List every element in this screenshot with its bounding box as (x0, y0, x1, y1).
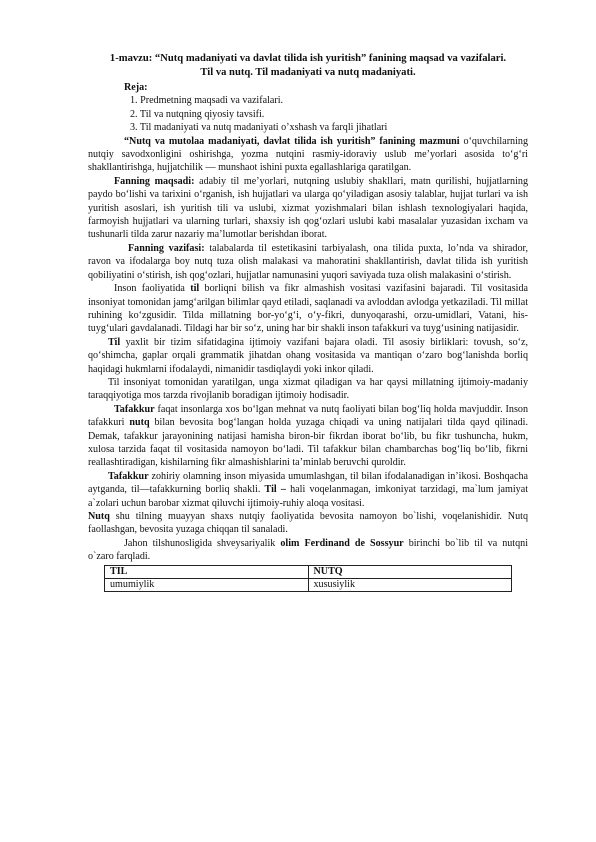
paragraph-text: Jahon tilshunosligida shveysariyalik (124, 537, 281, 549)
document-page (88, 52, 528, 592)
table-header-nutq: NUTQ (308, 565, 512, 578)
paragraph-thinking-reflection (88, 470, 528, 510)
paragraph-text: adabiy til me’yorlari, nutqning uslubiy shakllari, matn qurilishi, hujjatlarning paydo bo‘lishi va tarixini o‘rganish, ish hujjatlari va ularga qo‘yiladigan asosiy talablar, hujjat turlari va ish yuritish asoslari, ish yuritish tili va uslubi, xizmat yozishmalari bilan ishlash texnologiyalari haqida, farmoyish hujjatlari va ularning turlari, shaxsiy ish qog‘ozlari uslubi kabi masalalar yuzasidan ixcham va tushunarli tilda zarur nazariy ma’lumotlar berishdan iborat. (88, 175, 528, 241)
term-bold: til (190, 283, 200, 295)
paragraph-text: bilan bevosita bog‘langan holda yuzaga chiqadi va uning natijalari tilda qayd qilinadi. Demak, tafakkur jarayonining natijasi hamisha biron-bir fikrdan iborat bo‘lib, bu fikr tushuncha, hukm, xulosa tarzida faqat til vositasida namoyon bo‘ladi. Til tafakkur bilan chambarchas bog‘liq bo‘lib, fikrni reallashtiradigan, kishilarning fikr almashishlarini ta’minlab beruvchi quroldir. (88, 417, 528, 469)
paragraph-course-content (88, 135, 528, 175)
course-name-bold: “Nutq va mutolaa madaniyati, davlat tilida ish yuritish” fanining mazmuni (124, 135, 460, 147)
term-bold: Til – (264, 484, 286, 496)
paragraph-text: borliqni bilish va fikr almashish vositasi vazifasini bajaradi. Til vositasida insoniyat tomonidan jamg‘arilgan bilimlar qayd etiladi, saqlanadi va avloddan avlodga yetkaziladi. Til millat ruhining ko‘zgusidir. Tilda millatning bor-yo‘g‘i, o‘y-fikri, dunyoqarashi, orzu-umidlari, Vatani, his-tuyg‘ulari gavdalanadi. Tildagi har bir so‘z, uning har bir shakli inson tafakkuri va tuyg‘usining natijasidir. (88, 283, 528, 335)
table-header-til: TIL (105, 565, 309, 578)
plan-item-3: 3. Til madaniyati va nutq madaniyati o’xshash va farqli jihatlari (130, 122, 388, 134)
paragraph-text: yaxlit bir tizim sifatidagina ijtimoiy vazifani bajara oladi. Til asosiy birliklari: tovush, so‘z, qo‘shimcha, gaplar orqali grammatik jihatdan ohang vositasida va mantiqan o‘zaro bog‘lanishda borliq haqidagi hukmlarni ifodalaydi, nimanidir tasdiqlaydi yoki inkor qiladi. (88, 336, 528, 375)
title-line-2: Til va nutq. Til madaniyati va nutq madaniyati. (200, 67, 416, 78)
paragraph-text: shu tilning muayyan shaxs nutqiy faoliyatida bevosita namoyon bo`lishi, voqelanishidir. Nutq faollashgan, bevosita yuzaga chiqqan til sanaladi. (88, 511, 528, 536)
paragraph-language-role (88, 282, 528, 336)
paragraph-text: hali voqelanmagan, imkoniyat tarzidagi, ma`lum jamiyat a`zolari uchun barobar xizmat qiluvchi ijtimoiy-ruhiy aloqa vositasi. (88, 484, 529, 509)
tasks-label: Fanning vazifasi: (128, 242, 205, 254)
paragraph-language-social: Til insoniyat tomonidan yaratilgan, unga xizmat qiladigan va har qaysi millatning ijtimoiy-madaniy taraqqiyotiga mos tarzda rivojlanib boradigan ijtimoiy hodisadir. (88, 376, 528, 402)
plan-item-1: 1. Predmetning maqsadi va vazifalari. (130, 95, 284, 107)
paragraph-text: zohiriy olamning inson miyasida umumlashgan, til bilan ifodalanadigan in’ikosi. Boshqacha aytganda, til—tafakkurning borliq shakli. (88, 470, 528, 496)
til-nutq-table (104, 565, 512, 593)
paragraph-saussure (88, 537, 528, 564)
paragraph-text: faqat insonlarga xos bo‘lgan mehnat va nutq faoliyati bilan bog‘liq holda mavjuddir. Inson tafakkuri (88, 403, 528, 429)
table-cell: xususiylik (308, 579, 512, 592)
paragraph-text: o‘quvchilarning nutqiy savodxonligini oshirishga, yozma nutqini rasmiy-idoraviy uslub me’yorlari asosida to‘g‘ri shakllantirishga, hujjatchilik — munshaot ishini puxta egallashlariga qaratilgan. (88, 135, 528, 174)
table-header-row (105, 565, 512, 578)
title-line-1: 1-mavzu: “Nutq madaniyati va davlat tilida ish yuritish” fanining maqsad va vazifalari. (109, 53, 507, 64)
paragraph-thinking (88, 403, 528, 470)
scholar-name-bold: olim Ferdinand de Sossyur (280, 537, 404, 549)
term-bold: nutq (129, 417, 150, 429)
paragraph-text: talabalarda til estetikasini tarbiyalash, ona tilida puxta, lo’nda va shirador, ravon va ifodalarga boy nutq tuza olish malakasi va mahoratini shakllantirish, davlat tilida ish yuritish qobiliyatini o‘stirish, ish qog‘ozlari, hujjatlar namunasini yuqori saviyada tuza olish malakasini o‘stirish. (88, 242, 528, 281)
goal-label: Fanning maqsadi: (114, 175, 195, 187)
paragraph-speech (88, 510, 528, 537)
paragraph-text: birinchi bo`lib til va nutqni o`zaro farqladi. (88, 537, 529, 563)
paragraph-course-goal (88, 175, 528, 242)
document-title (88, 52, 528, 80)
paragraph-course-tasks (88, 242, 528, 282)
term-bold: Tafakkur (114, 403, 155, 415)
plan-heading: Reja: (124, 82, 148, 93)
term-bold: Tafakkur (108, 470, 149, 482)
table-row (105, 579, 512, 592)
term-bold: Til (108, 336, 121, 348)
paragraph-text: Inson faoliyatida (114, 283, 191, 295)
paragraph-language-system (88, 336, 528, 376)
plan-item-2: 2. Til va nutqning qiyosiy tavsifi. (130, 108, 265, 120)
table-cell: umumiylik (105, 579, 309, 592)
term-bold: Nutq (88, 511, 110, 522)
